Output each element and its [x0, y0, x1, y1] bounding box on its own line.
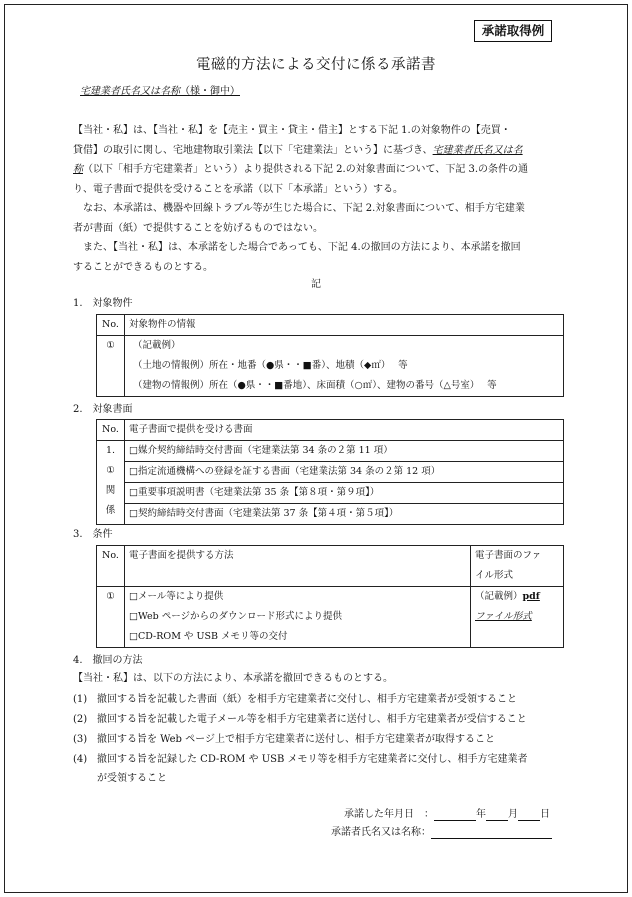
no-char: ① [106, 465, 115, 476]
paragraph-line [73, 160, 563, 180]
item-text: 撤回する旨を Web ページ上で相手方宅建業者に送付し、相手方宅建業者が取得すること [97, 734, 495, 745]
section2-heading: 2. 対象書面 [73, 404, 133, 415]
day-unit: 日 [540, 809, 550, 820]
methods-cell [125, 587, 471, 648]
day-field[interactable] [518, 809, 540, 821]
document-checkbox-item[interactable]: □媒介契約締結時交付書面（宅建業法第 34 条の２第 11 項） [125, 441, 563, 462]
paragraph-line [73, 141, 563, 161]
method-checkbox-item[interactable]: □CD-ROM や USB メモリ等の交付 [129, 631, 288, 642]
document-checkbox-item[interactable]: □契約締結時交付書面（宅建業法第 37 条【第４項・第５項】） [129, 508, 399, 519]
addressee-suffix: （様・御中） [180, 86, 240, 97]
method-checkbox-item[interactable]: □Web ページからのダウンロード形式により提供 [129, 611, 342, 622]
paragraph-line: なお、本承諾は、機器や回線トラブル等が生じた場合に、下記 2.対象書面について、相手方宅建業 [73, 203, 525, 214]
table-header-no: No. [97, 546, 125, 587]
consent-paragraph [73, 121, 563, 277]
table-header-info: 対象物件の情報 [125, 315, 564, 336]
item-text: 撤回する旨を記載した書面（紙）を相手方宅建業者に交付し、相手方宅建業者が受領すること [97, 694, 517, 705]
document-title: 電磁的方法による交付に係る承諾書 [196, 57, 436, 73]
paragraph-text: 貸借】の取引に関し、宅地建物取引業法【以下「宅建業法」という】に基づき、 [73, 144, 433, 156]
no-char: 1. [105, 445, 116, 456]
documents-list-cell [125, 441, 564, 525]
property-info-cell [125, 336, 564, 397]
paragraph-line: 者が書面（紙）で提供することを妨げるものではない。 [73, 222, 323, 234]
addressee [80, 86, 240, 98]
year-field[interactable] [434, 809, 476, 821]
month-field[interactable] [486, 809, 508, 821]
date-row [344, 809, 550, 821]
item-number: (2) [73, 714, 88, 725]
header-line: 電子書面のファ [475, 550, 542, 561]
name-field[interactable] [431, 827, 552, 839]
ki-marker: 記 [311, 279, 321, 290]
section4-heading: 4. 撤回の方法 [73, 655, 143, 666]
item-text: 撤回する旨を記録した CD-ROM や USB メモリ等を相手方宅建業者に交付し、相手方宅建業者 [97, 754, 528, 765]
format-cell [471, 587, 564, 648]
header-line: イル形式 [475, 570, 514, 581]
info-line: （記載例） [133, 340, 181, 351]
format-pdf: pdf [522, 591, 540, 602]
document-checkbox-item[interactable]: □指定流通機構への登録を証する書面（宅建業法第 34 条の２第 12 項） [125, 462, 563, 483]
format-line [475, 587, 559, 607]
paragraph-line: り、電子書面で提供を受けることを承諾（以下「本承諾」という）する。 [73, 183, 403, 195]
section1-heading: 1. 対象物件 [73, 298, 133, 309]
info-line: （建物の情報例）所在（●県・・■番地）、床面積（○㎡）、建物の番号（△号室） 等 [133, 380, 497, 391]
broker-name-placeholder: 宅建業者氏名又は名 [432, 144, 523, 156]
revocation-item [73, 690, 517, 710]
item-number: (3) [73, 734, 88, 745]
revocation-item [73, 730, 495, 750]
documents-table [96, 419, 564, 525]
table-header-no: No. [97, 420, 125, 441]
item-number: (1) [73, 694, 88, 705]
table-row-no: ① [97, 336, 125, 397]
broker-name-placeholder: 称 [73, 164, 83, 175]
info-line: （土地の情報例）所在・地番（●県・・■番）、地積（◆㎡） 等 [133, 360, 408, 371]
date-label: 承諾した年月日 ： [344, 809, 434, 820]
name-label: 承諾者氏名又は名称： [331, 827, 431, 838]
table-header-no: No. [97, 315, 125, 336]
table-row-no: ① [97, 587, 125, 648]
paragraph-line: することができるものとする。 [73, 261, 213, 273]
consent-example-badge: 承諾取得例 [474, 20, 552, 42]
paragraph-line: 【当社・私】は、【当社・私】を【売主・買主・貸主・借主】とする下記 1.の対象物件の【売買・ [73, 125, 511, 136]
paragraph-text: （以下「相手方宅建業者」という）より提供される下記 2.の対象書面について、下記 3.の条件の通 [83, 164, 529, 175]
table-header-format [471, 546, 564, 587]
format-line: ファイル形式 [475, 611, 532, 622]
revocation-item [73, 750, 528, 770]
documents-no-cell [97, 441, 125, 525]
paragraph-line: また、【当社・私】は、本承諾をした場合であっても、下記 4.の撤回の方法により、本承諾を撤回 [73, 242, 521, 253]
item-number: (4) [73, 754, 88, 765]
revocation-item-continued: が受領すること [97, 773, 167, 784]
method-checkbox-item[interactable]: □メール等により提供 [129, 591, 224, 602]
no-char: 係 [105, 505, 116, 516]
month-unit: 月 [508, 809, 518, 820]
section3-heading: 3. 条件 [73, 529, 113, 540]
year-unit: 年 [476, 809, 486, 820]
document-checkbox-item[interactable]: □重要事項説明書（宅建業法第 35 条【第８項・第９項】） [125, 483, 563, 504]
table-header-docs: 電子書面で提供を受ける書面 [125, 420, 564, 441]
item-text: 撤回する旨を記載した電子メール等を相手方宅建業者に送付し、相手方宅建業者が受信すること [97, 714, 527, 725]
table-header-method: 電子書面を提供する方法 [125, 546, 471, 587]
revocation-item [73, 710, 527, 730]
no-char: 関 [105, 485, 116, 496]
property-table [96, 314, 564, 397]
name-row [331, 827, 552, 839]
revocation-intro: 【当社・私】は、以下の方法により、本承諾を撤回できるものとする。 [73, 673, 393, 684]
addressee-name: 宅建業者氏名又は名称 [80, 86, 180, 97]
format-example-label: （記載例） [475, 591, 523, 602]
conditions-table [96, 545, 564, 648]
